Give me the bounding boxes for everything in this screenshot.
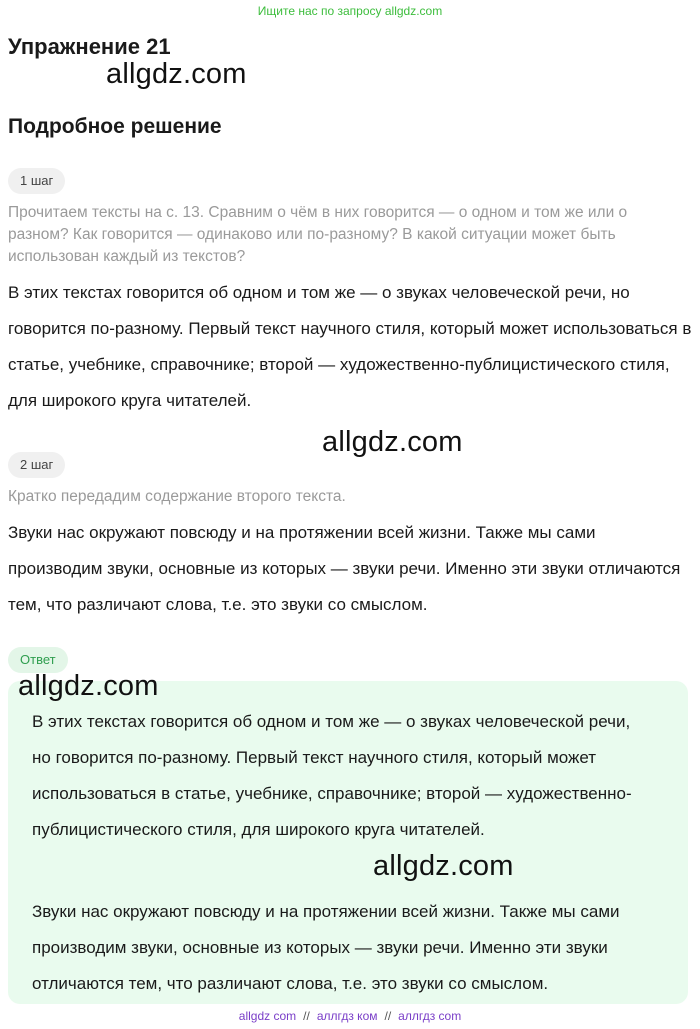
watermark: allgdz.com — [373, 850, 514, 882]
step-2-answer: Звуки нас окружают повсюду и на протяжении всей жизни. Также мы сами производим звуки, основные из которых — звуки речи. Именно эти звуки отличаются тем, что различают слова, т.е. это звуки со смыслом. — [8, 523, 681, 614]
step-1-answer: В этих текстах говорится об одном и том же — о звуках человеческой речи, но говорится по-разному. Первый текст научного стиля, который может использоваться в статье, учебнике, справочнике; второй — художественно-публицистического стиля, для широкого круга читателей. — [8, 283, 692, 410]
watermark: allgdz.com — [106, 58, 247, 90]
answer-paragraph-1: В этих текстах говорится об одном и том же — о звуках человеческой речи, но говорится по-разному. Первый текст научного стиля, который может использоваться в статье, учебнике, справочнике; второй — художественно-публицистического стиля, для широкого круга читателей. — [32, 712, 632, 839]
footer-separator: // — [303, 1009, 310, 1023]
solution-heading: Подробное решение — [8, 115, 222, 138]
step-1-question: Прочитаем тексты на с. 13. Сравним о чём в них говорится — о одном и том же или о разном? Как говорится — одинаково или по-разному? В какой ситуации может быть использован каждый из текстов? — [8, 204, 628, 265]
answer-badge: Ответ — [8, 647, 68, 673]
step-2-question: Кратко передадим содержание второго текста. — [8, 488, 346, 505]
step-2-badge: 2 шаг — [8, 452, 65, 478]
footer-link-2[interactable]: аллгдз ком — [316, 1009, 378, 1023]
step-1-badge: 1 шаг — [8, 168, 65, 194]
footer-link-3[interactable]: аллгдз com — [398, 1009, 462, 1023]
footer-links — [0, 1009, 700, 1023]
watermark: allgdz.com — [18, 670, 159, 702]
watermark: allgdz.com — [322, 426, 463, 458]
footer-separator: // — [384, 1009, 392, 1023]
answer-paragraph-2: Звуки нас окружают повсюду и на протяжении всей жизни. Также мы сами производим звуки, основные из которых — звуки речи. Именно эти звуки отличаются тем, что различают слова, т.е. это звуки со смыслом. — [32, 902, 620, 993]
page-title: Упражнение 21 — [8, 34, 171, 59]
footer-link-1[interactable]: allgdz com — [238, 1009, 297, 1023]
promo-link[interactable]: Ищите нас по запросу allgdz.com — [257, 4, 443, 18]
